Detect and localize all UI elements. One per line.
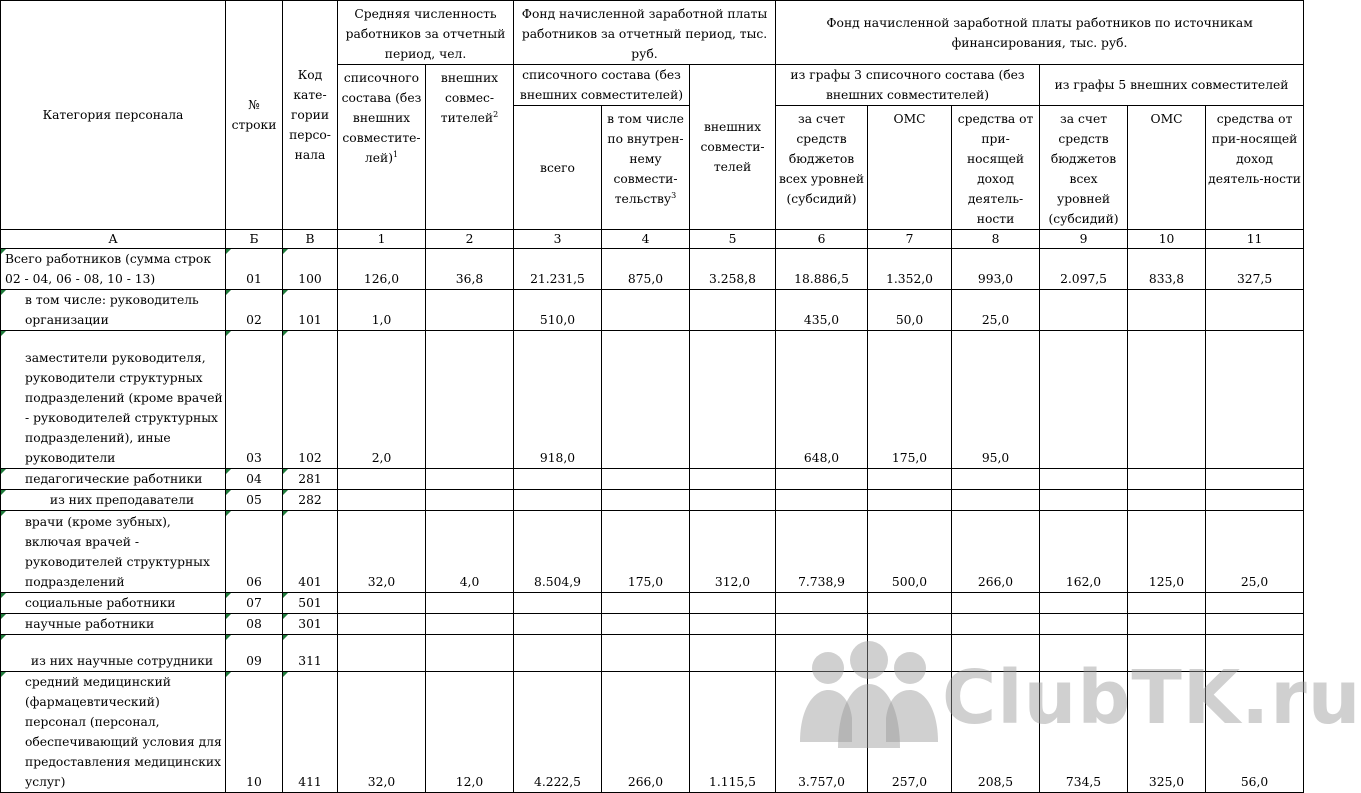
- row-number: 01: [226, 249, 283, 290]
- header-oms: ОМС: [868, 106, 952, 230]
- cell-marker-icon: [1, 672, 6, 677]
- cell-marker-icon: [226, 290, 231, 295]
- cell-col-4: [602, 490, 690, 511]
- row-label: социальные работники: [1, 593, 226, 614]
- cell-marker-icon: [283, 469, 288, 474]
- col-index: Б: [226, 230, 283, 249]
- col-index: 9: [1040, 230, 1128, 249]
- cell-col-4: [602, 469, 690, 490]
- table-row: [1, 490, 1304, 511]
- cell-col-9: [1040, 469, 1128, 490]
- table-row: [1, 331, 1304, 469]
- cell-marker-icon: [283, 490, 288, 495]
- cell-col-3: [514, 614, 602, 635]
- cell-col-8: 25,0: [952, 290, 1040, 331]
- cell-col-11: [1206, 614, 1304, 635]
- cell-col-7: [868, 469, 952, 490]
- cell-marker-icon: [226, 672, 231, 677]
- cell-marker-icon: [226, 593, 231, 598]
- cell-col-11: [1206, 593, 1304, 614]
- row-number: 10: [226, 672, 283, 793]
- cell-col-3: [514, 469, 602, 490]
- cell-col-6: 18.886,5: [776, 249, 868, 290]
- table-row: [1, 672, 1304, 793]
- cell-col-6: [776, 490, 868, 511]
- cell-col-3: 8.504,9: [514, 511, 602, 593]
- header-from-col5: из графы 5 внешних совместителей: [1040, 65, 1304, 106]
- cell-col-11: 327,5: [1206, 249, 1304, 290]
- col-index: 6: [776, 230, 868, 249]
- cell-marker-icon: [226, 614, 231, 619]
- row-code: 411: [283, 672, 338, 793]
- cell-col-4: 875,0: [602, 249, 690, 290]
- cell-col-2: [426, 469, 514, 490]
- cell-col-7: 500,0: [868, 511, 952, 593]
- cell-marker-icon: [226, 249, 231, 254]
- cell-marker-icon: [1, 290, 6, 295]
- cell-col-8: [952, 635, 1040, 672]
- header-ext-part: внешних совмес-тителей$^2$: [426, 65, 514, 230]
- cell-col-10: [1128, 490, 1206, 511]
- row-code: 401: [283, 511, 338, 593]
- cell-col-1: [338, 614, 426, 635]
- cell-col-11: [1206, 290, 1304, 331]
- cell-col-10: 833,8: [1128, 249, 1206, 290]
- cell-marker-icon: [283, 635, 288, 640]
- col-index: 3: [514, 230, 602, 249]
- cell-marker-icon: [1, 593, 6, 598]
- cell-col-8: [952, 593, 1040, 614]
- cell-col-5: [690, 490, 776, 511]
- row-number: 02: [226, 290, 283, 331]
- header-internal: в том числе по внутрен-нему совмести-тельству$^3$: [602, 106, 690, 230]
- cell-col-7: 1.352,0: [868, 249, 952, 290]
- col-index: А: [1, 230, 226, 249]
- cell-col-6: [776, 593, 868, 614]
- row-label: заместители руководителя, руководители структурных подразделений (кроме врачей - руководителей структурных подразделений), иные руководители: [1, 331, 226, 469]
- header-from-col3: из графы 3 списочного состава (без внешних совместителей): [776, 65, 1040, 106]
- col-index: 5: [690, 230, 776, 249]
- cell-col-2: 4,0: [426, 511, 514, 593]
- header-list-staff: списочного состава (без внешних совместите-лей)$^1$: [338, 65, 426, 230]
- cell-col-2: 12,0: [426, 672, 514, 793]
- cell-col-3: 4.222,5: [514, 672, 602, 793]
- footnote-3: 3: [671, 190, 677, 200]
- cell-marker-icon: [1, 490, 6, 495]
- cell-col-5: [690, 469, 776, 490]
- cell-col-8: 208,5: [952, 672, 1040, 793]
- row-label: педагогические работники: [1, 469, 226, 490]
- cell-marker-icon: [1, 249, 6, 254]
- cell-col-2: [426, 593, 514, 614]
- cell-col-2: [426, 331, 514, 469]
- row-code: 311: [283, 635, 338, 672]
- cell-col-5: [690, 593, 776, 614]
- cell-marker-icon: [226, 511, 231, 516]
- cell-col-9: 162,0: [1040, 511, 1128, 593]
- table-row: [1, 614, 1304, 635]
- cell-col-6: [776, 469, 868, 490]
- cell-marker-icon: [283, 672, 288, 677]
- header-budget-ext: за счет средств бюджетов всех уровней (субсидий): [1040, 106, 1128, 230]
- row-number: 03: [226, 331, 283, 469]
- cell-marker-icon: [283, 511, 288, 516]
- cell-col-5: 3.258,8: [690, 249, 776, 290]
- cell-col-1: [338, 490, 426, 511]
- col-index: 1: [338, 230, 426, 249]
- table-row: [1, 469, 1304, 490]
- cell-col-7: 175,0: [868, 331, 952, 469]
- cell-col-5: 312,0: [690, 511, 776, 593]
- row-number: 07: [226, 593, 283, 614]
- row-code: 282: [283, 490, 338, 511]
- cell-marker-icon: [1, 331, 6, 336]
- cell-col-4: 175,0: [602, 511, 690, 593]
- cell-col-4: 266,0: [602, 672, 690, 793]
- row-number: 09: [226, 635, 283, 672]
- header-code: Код кате-гории персо-нала: [283, 1, 338, 230]
- footnote-1: 1: [393, 149, 399, 159]
- cell-col-9: [1040, 635, 1128, 672]
- cell-col-8: [952, 614, 1040, 635]
- header-income-ext: средства от при-носящей доход деятель-ности: [1206, 106, 1304, 230]
- cell-col-10: [1128, 614, 1206, 635]
- cell-col-3: 510,0: [514, 290, 602, 331]
- cell-col-4: [602, 614, 690, 635]
- row-label: из них научные сотрудники: [1, 635, 226, 672]
- cell-col-6: 7.738,9: [776, 511, 868, 593]
- header-oms-ext: ОМС: [1128, 106, 1206, 230]
- cell-marker-icon: [1, 469, 6, 474]
- cell-col-5: 1.115,5: [690, 672, 776, 793]
- cell-col-7: [868, 490, 952, 511]
- row-code: 281: [283, 469, 338, 490]
- header-category: Категория персонала: [1, 1, 226, 230]
- cell-col-2: [426, 490, 514, 511]
- table-row: [1, 593, 1304, 614]
- cell-col-7: [868, 635, 952, 672]
- header-total: всего: [514, 106, 602, 230]
- cell-col-4: [602, 593, 690, 614]
- header-ext-part-2: внешних совмести-телей: [690, 65, 776, 230]
- cell-marker-icon: [1, 614, 6, 619]
- cell-col-5: [690, 614, 776, 635]
- cell-col-8: 95,0: [952, 331, 1040, 469]
- row-code: 100: [283, 249, 338, 290]
- table-row: [1, 249, 1304, 290]
- cell-col-2: [426, 614, 514, 635]
- cell-col-1: [338, 469, 426, 490]
- cell-col-4: [602, 290, 690, 331]
- cell-marker-icon: [283, 593, 288, 598]
- cell-col-11: [1206, 635, 1304, 672]
- cell-col-11: [1206, 331, 1304, 469]
- cell-col-1: 32,0: [338, 511, 426, 593]
- cell-col-8: [952, 490, 1040, 511]
- row-number: 08: [226, 614, 283, 635]
- cell-col-4: [602, 331, 690, 469]
- cell-marker-icon: [283, 290, 288, 295]
- row-label: из них преподаватели: [1, 490, 226, 511]
- cell-col-10: [1128, 469, 1206, 490]
- column-index-row: [1, 230, 1304, 249]
- cell-marker-icon: [226, 490, 231, 495]
- header-avg-headcount: Средняя численность работников за отчетный период, чел.: [338, 1, 514, 65]
- cell-col-7: 257,0: [868, 672, 952, 793]
- cell-marker-icon: [226, 469, 231, 474]
- cell-col-3: [514, 490, 602, 511]
- row-number: 05: [226, 490, 283, 511]
- row-label: средний медицинский (фармацевтический) персонал (персонал, обеспечивающий условия для предоставления медицинских услуг): [1, 672, 226, 793]
- cell-marker-icon: [283, 331, 288, 336]
- header-income: средства от при-носящей доход деятель-ности: [952, 106, 1040, 230]
- row-label: врачи (кроме зубных), включая врачей - руководителей структурных подразделений: [1, 511, 226, 593]
- cell-col-1: 32,0: [338, 672, 426, 793]
- cell-col-9: [1040, 490, 1128, 511]
- cell-marker-icon: [283, 614, 288, 619]
- cell-col-10: 325,0: [1128, 672, 1206, 793]
- cell-col-2: [426, 290, 514, 331]
- cell-col-7: [868, 614, 952, 635]
- cell-col-8: 993,0: [952, 249, 1040, 290]
- col-index: В: [283, 230, 338, 249]
- cell-col-9: [1040, 614, 1128, 635]
- col-index: 11: [1206, 230, 1304, 249]
- cell-col-11: [1206, 490, 1304, 511]
- row-code: 102: [283, 331, 338, 469]
- table-row: [1, 290, 1304, 331]
- cell-col-6: 3.757,0: [776, 672, 868, 793]
- cell-marker-icon: [1, 635, 6, 640]
- row-code: 501: [283, 593, 338, 614]
- row-code: 101: [283, 290, 338, 331]
- cell-col-2: [426, 635, 514, 672]
- cell-col-4: [602, 635, 690, 672]
- cell-col-7: [868, 593, 952, 614]
- cell-col-1: 1,0: [338, 290, 426, 331]
- header-row-no: № строки: [226, 1, 283, 230]
- col-index: 8: [952, 230, 1040, 249]
- cell-col-1: [338, 635, 426, 672]
- cell-col-10: 125,0: [1128, 511, 1206, 593]
- cell-col-11: 25,0: [1206, 511, 1304, 593]
- cell-col-9: 2.097,5: [1040, 249, 1128, 290]
- cell-col-3: 21.231,5: [514, 249, 602, 290]
- cell-col-10: [1128, 331, 1206, 469]
- cell-col-5: [690, 635, 776, 672]
- header-list-staff-short: списочного состава (без внешних совместителей): [514, 65, 690, 106]
- cell-col-10: [1128, 635, 1206, 672]
- cell-col-9: [1040, 593, 1128, 614]
- cell-col-9: 734,5: [1040, 672, 1128, 793]
- cell-col-2: 36,8: [426, 249, 514, 290]
- row-code: 301: [283, 614, 338, 635]
- col-index: 7: [868, 230, 952, 249]
- cell-col-5: [690, 331, 776, 469]
- cell-col-6: [776, 635, 868, 672]
- header-budget: за счет средств бюджетов всех уровней (субсидий): [776, 106, 868, 230]
- cell-marker-icon: [226, 331, 231, 336]
- cell-col-8: 266,0: [952, 511, 1040, 593]
- cell-col-9: [1040, 331, 1128, 469]
- row-number: 04: [226, 469, 283, 490]
- cell-col-11: 56,0: [1206, 672, 1304, 793]
- header-payroll-fund: Фонд начисленной заработной платы работников за отчетный период, тыс. руб.: [514, 1, 776, 65]
- cell-col-10: [1128, 290, 1206, 331]
- cell-col-9: [1040, 290, 1128, 331]
- cell-col-3: [514, 593, 602, 614]
- cell-col-1: 2,0: [338, 331, 426, 469]
- header-fund-by-source: Фонд начисленной заработной платы работников по источникам финансирования, тыс. руб.: [776, 1, 1304, 65]
- col-index: 10: [1128, 230, 1206, 249]
- watermark-text: ClubTK.ru: [942, 655, 1361, 741]
- cell-col-6: 648,0: [776, 331, 868, 469]
- cell-col-6: [776, 614, 868, 635]
- cell-col-1: [338, 593, 426, 614]
- col-index: 2: [426, 230, 514, 249]
- cell-col-6: 435,0: [776, 290, 868, 331]
- cell-marker-icon: [226, 635, 231, 640]
- cell-col-3: [514, 635, 602, 672]
- cell-col-1: 126,0: [338, 249, 426, 290]
- cell-col-3: 918,0: [514, 331, 602, 469]
- cell-col-5: [690, 290, 776, 331]
- cell-marker-icon: [1, 511, 6, 516]
- row-label: в том числе: руководитель организации: [1, 290, 226, 331]
- row-label: научные работники: [1, 614, 226, 635]
- cell-col-7: 50,0: [868, 290, 952, 331]
- row-label: Всего работников (сумма строк 02 - 04, 06 - 08, 10 - 13): [1, 249, 226, 290]
- cell-marker-icon: [283, 249, 288, 254]
- table-row: [1, 511, 1304, 593]
- footnote-2: 2: [493, 109, 499, 119]
- row-number: 06: [226, 511, 283, 593]
- table-row: [1, 635, 1304, 672]
- cell-col-8: [952, 469, 1040, 490]
- cell-col-10: [1128, 593, 1206, 614]
- col-index: 4: [602, 230, 690, 249]
- cell-col-11: [1206, 469, 1304, 490]
